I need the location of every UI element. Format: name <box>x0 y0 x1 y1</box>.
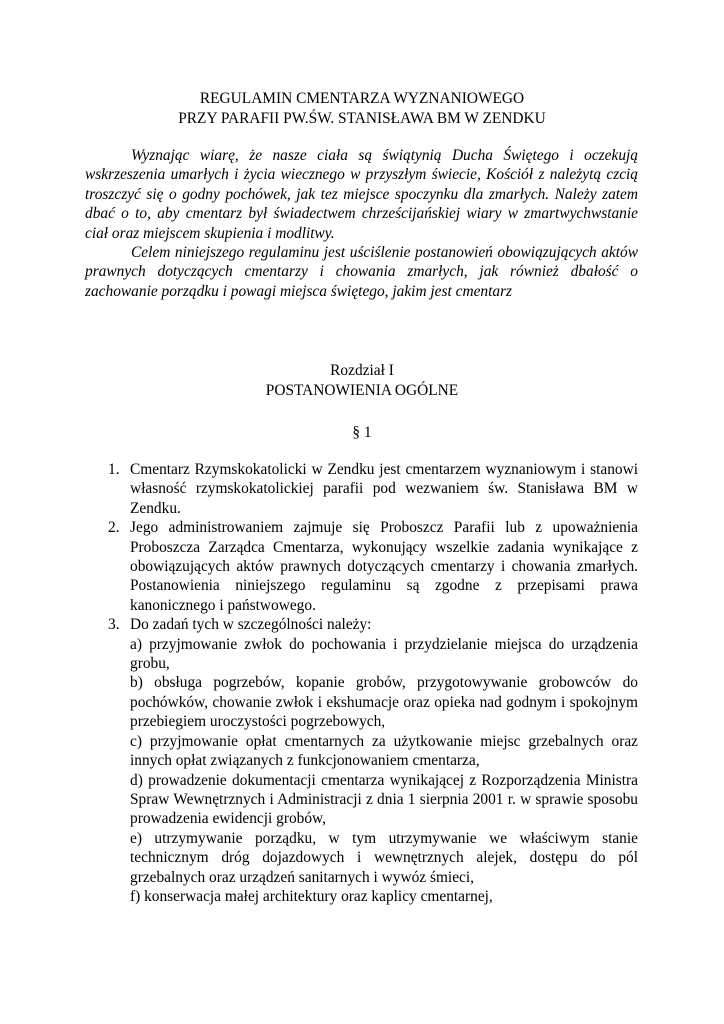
clause-number: 3. <box>108 616 120 634</box>
clause-text: Cmentarz Rzymskokatolicki w Zendku jest cmentarzem wyznaniowym i stanowi własność rzymskokatolickiej parafii pod wezwaniem św. Stanisława BM w Zendku. <box>130 461 638 517</box>
section-mark: § 1 <box>352 424 372 441</box>
preamble <box>85 146 638 301</box>
document-title <box>0 89 724 128</box>
clause-list <box>108 460 638 906</box>
duty-list <box>130 635 638 907</box>
duty-item: a) przyjmowanie zwłok do pochowania i przydzielanie miejsca do urządzenia grobu, <box>130 635 638 673</box>
duty-item: c) przyjmowanie opłat cmentarnych za użytkowanie miejsc grzebalnych oraz innych opłat związanych z funkcjonowaniem cmentarza, <box>130 732 638 770</box>
preamble-paragraph: Celem niniejszego regulaminu jest uściślenie postanowień obowiązujących aktów prawnych dotyczących cmentarzy i chowania zmarłych, jak również dbałość o zachowanie porządku i powagi miejsca świętego, jakim jest cmentarz <box>85 244 638 300</box>
clause-item <box>108 615 638 906</box>
duty-item: e) utrzymywanie porządku, w tym utrzymywanie we właściwym stanie technicznym dróg dojazdowych i wewnętrznych alejek, dostępu do pól grzebalnych oraz urządzeń sanitarnych i wywóz śmieci, <box>130 829 638 886</box>
duty-item: b) obsługa pogrzebów, kopanie grobów, przygotowywanie grobowców do pochówków, chowanie zwłok i ekshumacje oraz opieka nad godnym i spokojnym przebiegiem uroczystości pogrzebowych, <box>130 674 638 731</box>
clause-number: 1. <box>108 461 120 478</box>
duty-item: f) konserwacja małej architektury oraz kaplicy cmentarnej, <box>130 887 493 905</box>
clause-number: 2. <box>108 519 120 537</box>
duty-item: d) prowadzenie dokumentacji cmentarza wynikającej z Rozporządzenia Ministra Spraw Wewnętrznych i Administracji z dnia 1 sierpnia 2001 r. w sprawie sposobu prowadzenia ewidencji grobów, <box>130 771 638 828</box>
clause-text: Jego administrowaniem zajmuje się Proboszcz Parafii lub z upoważnienia Proboszcza Zarządca Cmentarza, wykonujący wszelkie zadania wynikające z obowiązujących aktów prawnych dotyczących cmentarzy i chowania zmarłych. Postanowienia niniejszego regulaminu są zgodne z przepisami prawa kanonicznego i państwowego. <box>130 519 638 614</box>
title-line-2: PRZY PARAFII PW.ŚW. STANISŁAWA BM W ZENDKU <box>178 109 546 127</box>
clause-text: Do zadań tych w szczególności należy: <box>130 616 372 634</box>
chapter-heading <box>0 361 724 401</box>
chapter-title: POSTANOWIENIA OGÓLNE <box>265 382 459 399</box>
clause-item <box>108 460 638 518</box>
chapter-number: Rozdział I <box>330 362 394 379</box>
clause-item <box>108 518 638 615</box>
preamble-paragraph: Wyznając wiarę, że nasze ciała są świątynią Ducha Świętego i oczekują wskrzeszenia umarłych i życia wiecznego w przyszłym świecie, Kościół z należytą czcią troszczyć się o godny pochówek, jak tez miejsce spoczynku dla zmarłych. Należy zatem dbać o to, aby cmentarz był świadectwem chrześcijańskiej wiary w zmartwychwstanie ciał oraz miejscem skupienia i modlitwy. <box>85 147 638 242</box>
title-line-1: REGULAMIN CMENTARZA WYZNANIOWEGO <box>199 90 525 107</box>
